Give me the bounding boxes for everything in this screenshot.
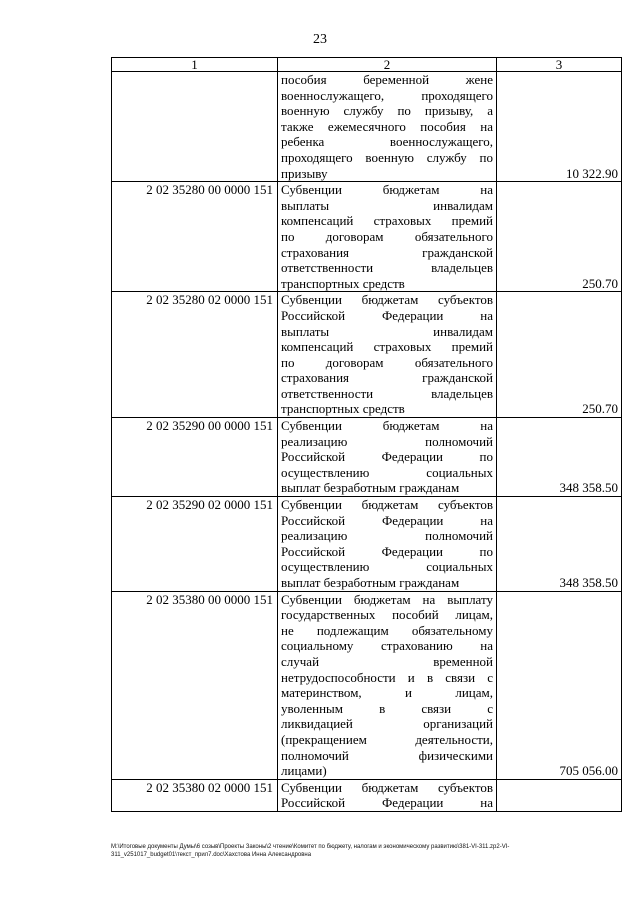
budget-code-cell: 2 02 35280 02 0000 151 (112, 292, 278, 418)
description-line: осуществлению социальных (281, 464, 493, 480)
amount-cell: 705 056.00 (497, 591, 622, 779)
description-last-line: лицами) (281, 763, 327, 779)
description-last-line: выплат безработным гражданам (281, 575, 460, 590)
budget-code-cell: 2 02 35290 00 0000 151 (112, 418, 278, 497)
description-line: Субвенции бюджетам на выплату (281, 591, 493, 607)
description-line: уволенным в связи с (281, 700, 493, 716)
budget-code-cell: 2 02 35290 02 0000 151 (112, 497, 278, 592)
description-line: ответственности владельцев (281, 260, 493, 276)
amount-cell: 348 358.50 (497, 497, 622, 592)
description-last-line: транспортных средств (281, 275, 405, 291)
description-line: страхования гражданской (281, 370, 493, 386)
table-row (112, 497, 622, 592)
description-line: ликвидацией организаций (281, 716, 493, 732)
description-line: Российской Федерации на (281, 307, 493, 323)
budget-table (111, 57, 622, 812)
description-last-line: транспортных средств (281, 401, 405, 417)
document-footer (111, 843, 616, 859)
description-cell (278, 292, 497, 418)
table-row (112, 72, 622, 182)
footer-path-line-2: 311_v251017_budget01\текст_прил7.doc\Хахстова Инна Александровна (111, 852, 312, 858)
description-line: нетрудоспособности и в связи с (281, 669, 493, 685)
description-line: осуществлению социальных (281, 559, 493, 575)
description-line: Российской Федерации на (281, 512, 493, 528)
amount-cell (497, 779, 622, 811)
budget-code-cell: 2 02 35380 00 0000 151 (112, 591, 278, 779)
amount-cell: 10 322.90 (497, 72, 622, 182)
description-cell (278, 591, 497, 779)
table-row (112, 418, 622, 497)
table-row (112, 182, 622, 292)
description-line: Российской Федерации на (281, 795, 493, 811)
description-line: страхования гражданской (281, 244, 493, 260)
description-line: ребенка военнослужащего, (281, 134, 493, 150)
description-line: государственных пособий лицам, (281, 607, 493, 623)
description-line: военную службу по призыву, а (281, 103, 493, 119)
description-cell (278, 497, 497, 592)
description-cell (278, 779, 497, 811)
budget-code-cell: 2 02 35380 02 0000 151 (112, 779, 278, 811)
description-line: не подлежащим обязательному (281, 622, 493, 638)
page-number: 23 (313, 32, 327, 47)
description-line: (прекращением деятельности, (281, 731, 493, 747)
description-line: материнством, и лицам, (281, 685, 493, 701)
description-last-line: призыву (281, 165, 328, 181)
table-row (112, 779, 622, 811)
description-cell (278, 418, 497, 497)
footer-path-line-1: М:\Итоговые документы Думы\6 созыв\Проекты Законы\2 чтение\Комитет по бюджету, налогам и экономическому развитию\381-VI-311.zp2-VI- (111, 844, 510, 850)
description-line: Субвенции бюджетам на (281, 418, 493, 434)
description-line: компенсаций страховых премий (281, 213, 493, 229)
description-cell (278, 72, 497, 182)
description-line: реализацию полномочий (281, 433, 493, 449)
table-row (112, 292, 622, 418)
description-cell (278, 182, 497, 292)
description-line: Субвенции бюджетам субъектов (281, 497, 493, 513)
description-line: также ежемесячного пособия на (281, 118, 493, 134)
description-line: проходящего военную службу по (281, 149, 493, 165)
description-line: Субвенции бюджетам субъектов (281, 779, 493, 795)
description-line: социальному страхованию на (281, 638, 493, 654)
amount-cell: 250.70 (497, 182, 622, 292)
description-line: ответственности владельцев (281, 385, 493, 401)
description-line: реализацию полномочий (281, 528, 493, 544)
description-line: компенсаций страховых премий (281, 339, 493, 355)
description-line: по договорам обязательного (281, 354, 493, 370)
description-line: полномочий физическими (281, 747, 493, 763)
description-line: Субвенции бюджетам на (281, 182, 493, 198)
column-header-3: 3 (497, 58, 622, 72)
description-line: случай временной (281, 653, 493, 669)
description-line: выплаты инвалидам (281, 323, 493, 339)
description-line: по договорам обязательного (281, 228, 493, 244)
description-line: выплаты инвалидам (281, 197, 493, 213)
column-header-2: 2 (278, 58, 497, 72)
description-line: Субвенции бюджетам субъектов (281, 292, 493, 308)
description-last-line: выплат безработным гражданам (281, 480, 460, 496)
budget-code-cell (112, 72, 278, 182)
description-line: пособия беременной жене (281, 72, 493, 87)
description-line: Российской Федерации по (281, 449, 493, 465)
table-row (112, 591, 622, 779)
description-line: военнослужащего, проходящего (281, 87, 493, 103)
column-header-1: 1 (112, 58, 278, 72)
amount-cell: 250.70 (497, 292, 622, 418)
table-header-row (112, 58, 622, 72)
amount-cell: 348 358.50 (497, 418, 622, 497)
budget-code-cell: 2 02 35280 00 0000 151 (112, 182, 278, 292)
description-line: Российской Федерации по (281, 543, 493, 559)
